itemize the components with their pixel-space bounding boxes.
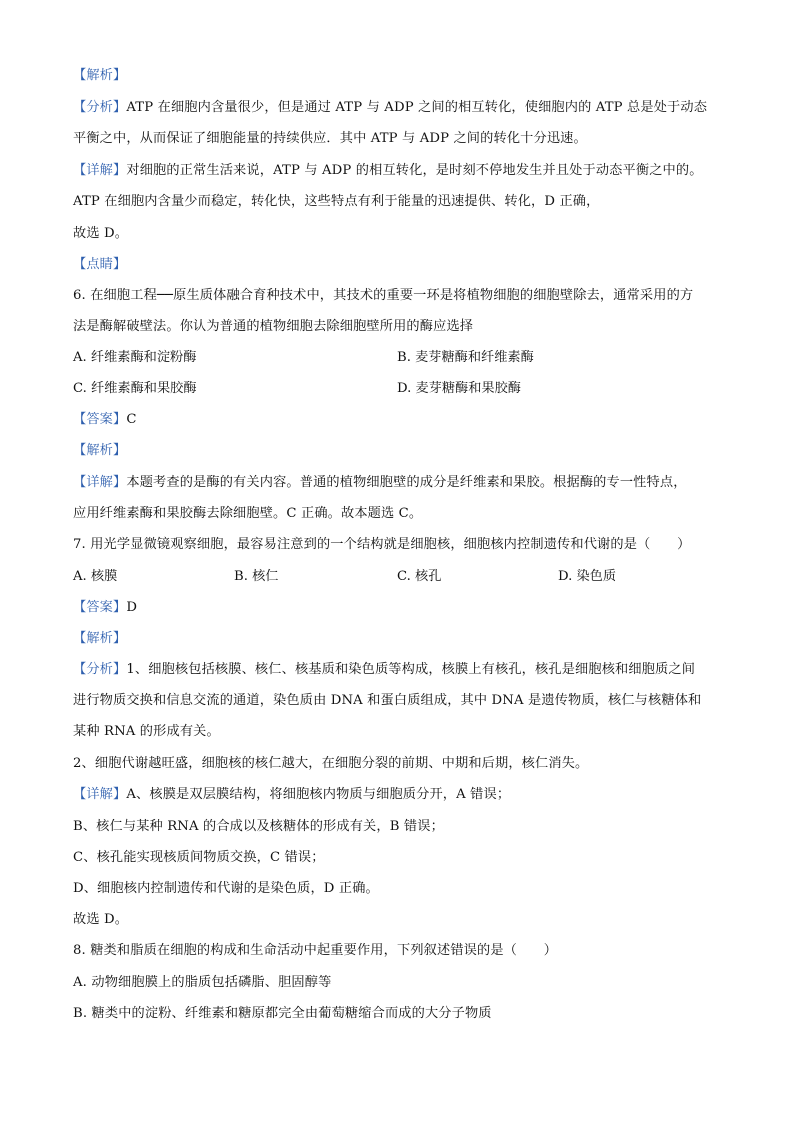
q7-option-c: C. 核孔 xyxy=(397,569,442,584)
jiexi-tag: 【解析】 xyxy=(73,68,127,83)
q6-detail-text-cont: 应用纤维素酶和果胶酶去除细胞壁。C 正确。故本题选 C。 xyxy=(73,506,423,521)
q7-analysis-text-cont: 进行物质交换和信息交流的通道，染色质由 DNA 和蛋白质组成，其中 DNA 是遗传物质，核仁与核糖体和 xyxy=(73,693,702,708)
jiexi-tag: 【解析】 xyxy=(73,443,127,458)
question-8-stem: 8. 糖类和脂质在细胞的构成和生命活动中起重要作用，下列叙述错误的是（ ） xyxy=(73,943,558,958)
daan-tag: 【答案】 xyxy=(73,600,127,615)
q7-detail-line xyxy=(73,785,510,805)
q6-option-d: D. 麦芽糖酶和果胶酶 xyxy=(397,381,521,396)
detail-text-cont: ATP 在细胞内含量少而稳定，转化快，这些特点有利于能量的迅速提供、转化，D 正确， xyxy=(73,194,600,209)
q7-analysis-text: 1、细胞核包括核膜、核仁、核基质和染色质等构成，核膜上有核孔，核孔是细胞核和细胞质之间 xyxy=(126,662,696,677)
q7-option-b: B. 核仁 xyxy=(234,569,279,584)
q6-option-c: C. 纤维素酶和果胶酶 xyxy=(73,381,197,396)
q7-answer: D xyxy=(126,600,138,615)
conclusion-text: 故选 D。 xyxy=(73,226,129,241)
q7-detail-b: B、核仁与某种 RNA 的合成以及核糖体的形成有关，B 错误； xyxy=(73,819,444,834)
q8-option-b: B. 糖类中的淀粉、纤维素和糖原都完全由葡萄糖缩合而成的大分子物质 xyxy=(73,1006,492,1021)
fenxi-tag: 【分析】 xyxy=(73,100,127,115)
q6-option-a: A. 纤维素酶和淀粉酶 xyxy=(73,350,197,365)
jiexi-tag: 【解析】 xyxy=(73,631,127,646)
q7-detail-d: D、细胞核内控制遗传和代谢的是染色质，D 正确。 xyxy=(73,881,379,896)
q7-option-d: D. 染色质 xyxy=(558,569,617,584)
q6-detail-text: 本题考查的是酶的有关内容。普通的植物细胞壁的成分是纤维素和果胶。根据酶的专一性特点， xyxy=(126,475,687,490)
q6-detail-line xyxy=(73,473,687,493)
xiangjie-tag: 【详解】 xyxy=(73,475,127,490)
q7-detail-text: A、核膜是双层膜结构，将细胞核内物质与细胞质分开，A 错误； xyxy=(126,787,511,802)
detail-text: 对细胞的正常生活来说，ATP 与 ADP 的相互转化，是时刻不停地发生并且处于动态平衡之中的。 xyxy=(126,163,703,178)
detail-line xyxy=(73,161,703,181)
analysis-text: ATP 在细胞内含量很少，但是通过 ATP 与 ADP 之间的相互转化，使细胞内的 ATP 总是处于动态 xyxy=(126,100,708,115)
analysis-line xyxy=(73,98,707,118)
q7-answer-line xyxy=(73,598,137,618)
analysis-text-cont: 平衡之中，从而保证了细胞能量的持续供应．其中 ATP 与 ADP 之间的转化十分迅速。 xyxy=(73,131,587,146)
q6-answer-line xyxy=(73,410,137,430)
q6-answer: C xyxy=(126,412,137,427)
question-7-stem: 7. 用光学显微镜观察细胞，最容易注意到的一个结构就是细胞核，细胞核内控制遗传和代谢的是（ ） xyxy=(73,537,691,552)
q7-conclusion: 故选 D。 xyxy=(73,912,129,927)
fenxi-tag: 【分析】 xyxy=(73,662,127,677)
q8-option-a: A. 动物细胞膜上的脂质包括磷脂、胆固醇等 xyxy=(73,975,332,990)
q7-analysis-line xyxy=(73,660,695,680)
daan-tag: 【答案】 xyxy=(73,412,127,427)
xiangjie-tag: 【详解】 xyxy=(73,163,127,178)
q7-analysis-text-cont: 某种 RNA 的形成有关。 xyxy=(73,724,220,739)
question-6-stem-cont: 法是酶解破壁法。你认为普通的植物细胞去除细胞壁所用的酶应选择 xyxy=(73,319,474,334)
q7-option-a: A. 核膜 xyxy=(73,569,118,584)
xiangjie-tag: 【详解】 xyxy=(73,787,127,802)
q6-option-b: B. 麦芽糖酶和纤维素酶 xyxy=(397,350,534,365)
q7-detail-c: C、核孔能实现核质间物质交换，C 错误； xyxy=(73,850,325,865)
dianjing-tag: 【点睛】 xyxy=(73,257,127,272)
question-6-stem: 6. 在细胞工程──原生质体融合育种技术中，其技术的重要一环是将植物细胞的细胞壁除去，通常采用的方 xyxy=(73,288,694,303)
q7-analysis-point-2: 2、细胞代谢越旺盛，细胞核的核仁越大，在细胞分裂的前期、中期和后期，核仁消失。 xyxy=(73,756,589,771)
